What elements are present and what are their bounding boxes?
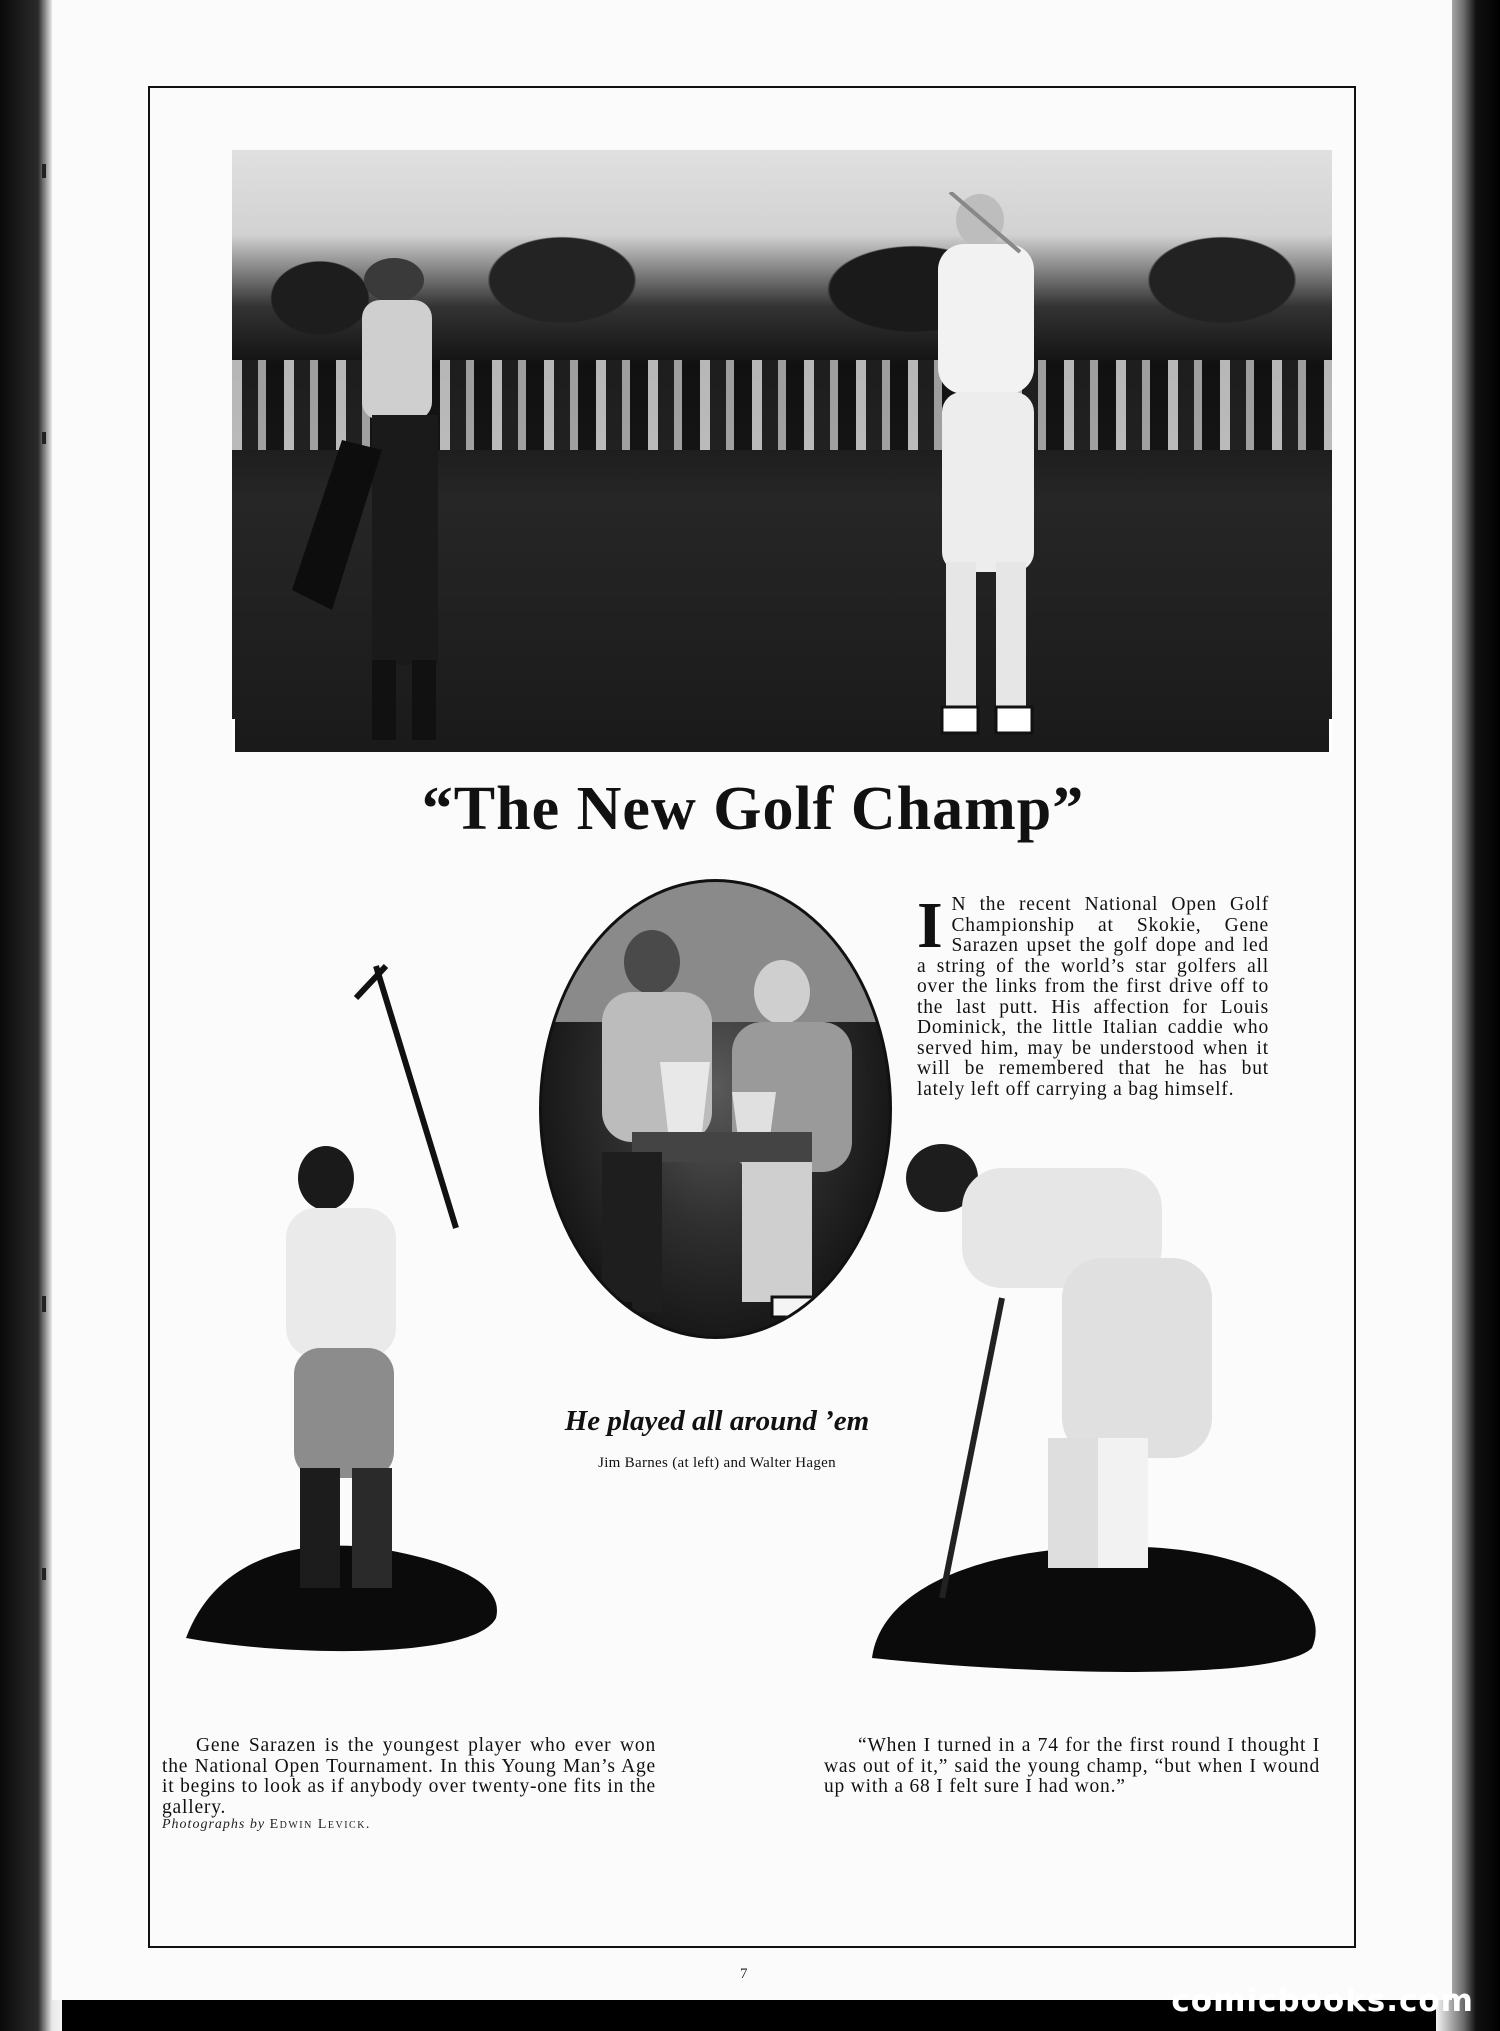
page-title: “The New Golf Champ” xyxy=(421,775,1085,843)
top-photo-sarazen-swing xyxy=(232,150,1332,752)
oval-caption-subtitle: Jim Barnes (at left) and Walter Hagen xyxy=(598,1455,836,1471)
photo-credit-name: Edwin Levick. xyxy=(269,1817,371,1832)
page-number: 7 xyxy=(740,1966,748,1982)
intro-paragraph xyxy=(917,889,1269,1100)
photo-credit-prefix: Photographs by xyxy=(162,1817,266,1832)
photo-corner-mark xyxy=(232,719,269,752)
left-golfer-cutout xyxy=(176,958,516,1658)
watermark: comicbooks.com xyxy=(1171,1983,1474,2019)
binding-mark xyxy=(42,164,46,178)
intro-text: N the recent National Open Golf Championship at Skokie, Gene Sarazen upset the golf dope and led a string of the world’s star golfers all over the links from the first drive off to the last putt. His affection for Louis Dominick, the little Italian caddie who served him, may be understood when it will be remembered that he has but lately left off carrying a bag himself. xyxy=(917,894,1269,1100)
caddie-figure xyxy=(272,230,492,750)
oval-photo-barnes-hagen xyxy=(539,879,892,1339)
oval-caption-title: He played all around ’em xyxy=(564,1405,870,1437)
binding-mark xyxy=(42,432,46,444)
oval-photo-content xyxy=(542,882,889,1336)
binding-mark xyxy=(42,1568,46,1580)
left-caption: Gene Sarazen is the youngest player who ever won the National Open Tournament. In this Young Man’s Age it begins to look as if anybody over twenty-one fits in the gallery. xyxy=(162,1735,656,1818)
binding-mark xyxy=(42,1296,46,1312)
photo-credit xyxy=(162,1817,371,1833)
right-caption: “When I turned in a 74 for the first round I thought I was out of it,” said the young champ, “but when I wound up with a 68 I felt sure I had won.” xyxy=(824,1735,1320,1797)
photo-corner-mark xyxy=(1295,719,1332,752)
drop-cap: I xyxy=(917,889,944,962)
golfer-figure xyxy=(920,192,1050,752)
